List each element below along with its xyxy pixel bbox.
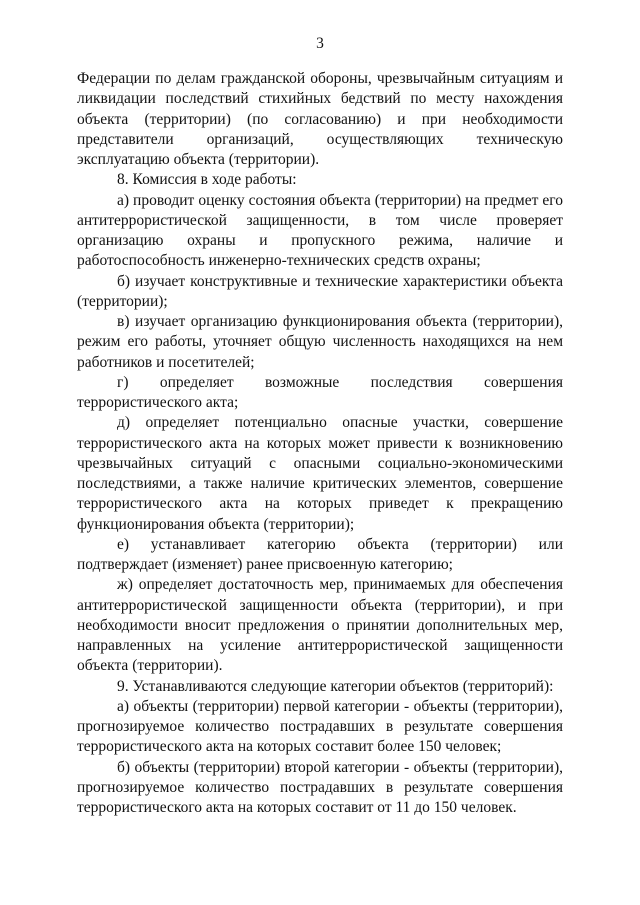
paragraph-item-9-heading: 9. Устанавливаются следующие категории объектов (территорий): bbox=[117, 677, 554, 695]
paragraph-continuation: Федерации по делам гражданской обороны, чрезвычайным ситуациям и ликвидации последствий стихийных бедствий по месту нахождения объекта (территории) (по согласованию) и при необходимости представители организаций, осуществляющих техническую эксплуатацию объекта (территории). bbox=[77, 70, 563, 168]
paragraph-item-8-heading: 8. Комиссия в ходе работы: bbox=[117, 171, 297, 189]
paragraph-item-9b: б) объекты (территории) второй категории - объекты (территории), прогнозируемое количество пострадавших в результате совершения террористического акта на которых составит от 11 до 150 человек. bbox=[77, 758, 563, 816]
paragraph-item-8d: д) определяет потенциально опасные участки, совершение террористического акта на которых может привести к возникновению чрезвычайных ситуаций с опасными социально-экономическими последствиями, а также наличие критических элементов, совершение террористического акта на которых приведет к прекращению функционирования объекта (территории); bbox=[77, 414, 563, 533]
paragraph-item-8b: б) изучает конструктивные и технические характеристики объекта (территории); bbox=[77, 272, 563, 310]
document-body bbox=[77, 69, 563, 818]
paragraph-item-8g: г) определяет возможные последствия совершения террористического акта; bbox=[77, 373, 563, 411]
paragraph-item-8a: а) проводит оценку состояния объекта (территории) на предмет его антитеррористической защищенности, в том числе проверяет организацию охраны и пропускного режима, наличие и работоспособность инженерно-технических средств охраны; bbox=[77, 191, 563, 270]
paragraph-item-8e: е) устанавливает категорию объекта (территории) или подтверждает (изменяет) ранее присвоенную категорию; bbox=[77, 535, 563, 573]
paragraph-item-8zh: ж) определяет достаточность мер, принимаемых для обеспечения антитеррористической защищенности объекта (территории), и при необходимости вносит предложения о принятии дополнительных мер, направленных на усиление антитеррористической защищенности объекта (территории). bbox=[77, 576, 563, 675]
paragraph-item-8v: в) изучает организацию функционирования объекта (территории), режим его работы, уточняет общую численность находящихся на нем работников и посетителей; bbox=[77, 313, 563, 371]
paragraph-item-9a: а) объекты (территории) первой категории - объекты (территории), прогнозируемое количество пострадавших в результате совершения террористического акта на которых составит более 150 человек; bbox=[77, 697, 563, 756]
page-number: 3 bbox=[316, 35, 324, 52]
